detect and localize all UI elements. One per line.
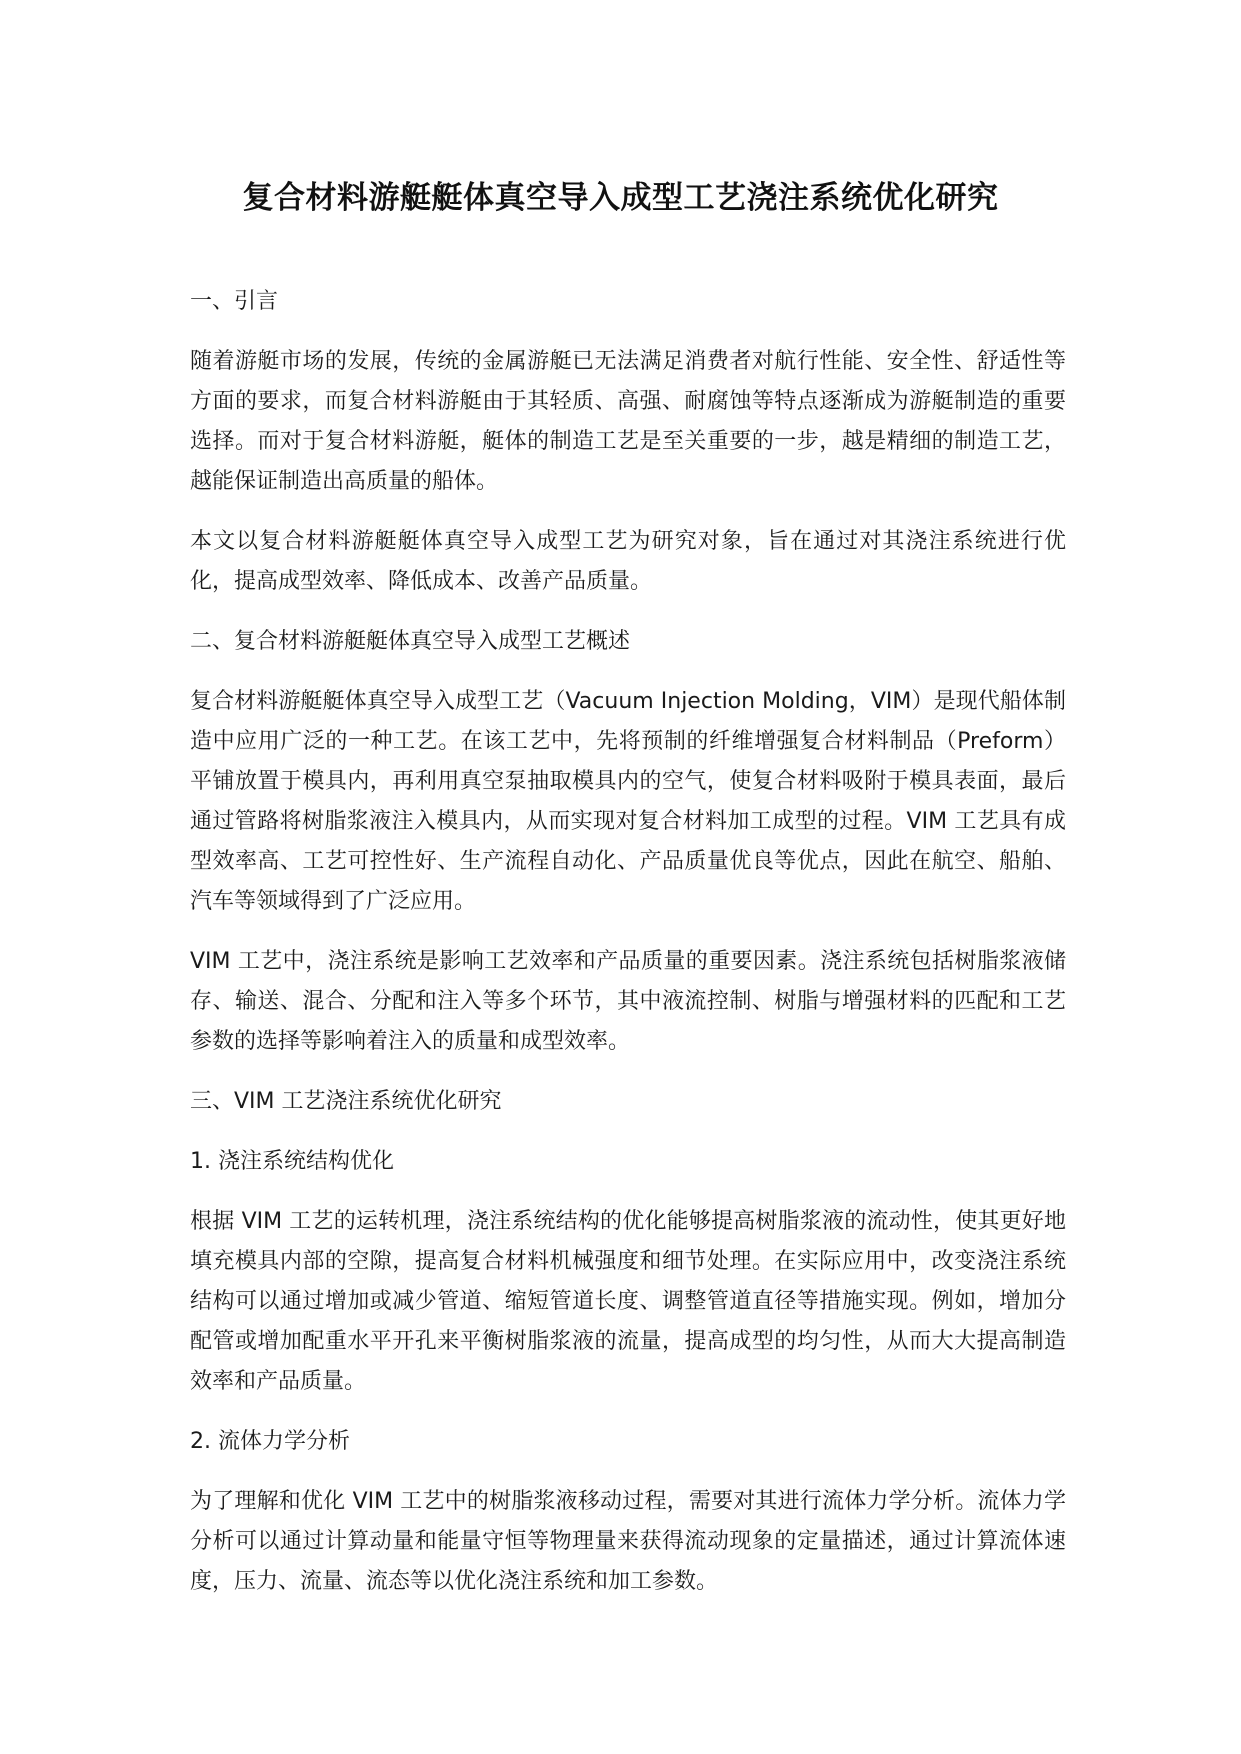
subsection-heading-fluid: 2. 流体力学分析: [190, 1429, 350, 1454]
paragraph: 复合材料游艇艇体真空导入成型工艺（Vacuum Injection Molding，VIM）是现代船体制造中应用广泛的一种工艺。在该工艺中，先将预制的纤维增强复合材料制品（Preform）平铺放置于模具内，再利用真空泵抽取模具内的空气，使复合材料吸附于模具表面，最后通过管路将树脂浆液注入模具内，从而实现对复合材料加工成型的过程。VIM 工艺具有成型效率高、工艺可控性好、生产流程自动化、产品质量优良等优点，因此在航空、船舶、汽车等领域得到了广泛应用。: [190, 689, 1066, 914]
section-heading-overview: 二、复合材料游艇艇体真空导入成型工艺概述: [190, 629, 631, 654]
paragraph: VIM 工艺中，浇注系统是影响工艺效率和产品质量的重要因素。浇注系统包括树脂浆液储存、输送、混合、分配和注入等多个环节，其中液流控制、树脂与增强材料的匹配和工艺参数的选择等影响着注入的质量和成型效率。: [190, 949, 1066, 1054]
section-heading-optimization: 三、VIM 工艺浇注系统优化研究: [190, 1089, 502, 1114]
document-body: [190, 282, 1066, 1622]
paragraph: 根据 VIM 工艺的运转机理，浇注系统结构的优化能够提高树脂浆液的流动性，使其更好地填充模具内部的空隙，提高复合材料机械强度和细节处理。在实际应用中，改变浇注系统结构可以通过增加或减少管道、缩短管道长度、调整管道直径等措施实现。例如，增加分配管或增加配重水平开孔来平衡树脂浆液的流量，提高成型的均匀性，从而大大提高制造效率和产品质量。: [190, 1209, 1066, 1394]
document-title: 复合材料游艇艇体真空导入成型工艺浇注系统优化研究: [242, 180, 999, 216]
paragraph: 随着游艇市场的发展，传统的金属游艇已无法满足消费者对航行性能、安全性、舒适性等方面的要求，而复合材料游艇由于其轻质、高强、耐腐蚀等特点逐渐成为游艇制造的重要选择。而对于复合材料游艇，艇体的制造工艺是至关重要的一步，越是精细的制造工艺，越能保证制造出高质量的船体。: [190, 349, 1066, 494]
paragraph: 本文以复合材料游艇艇体真空导入成型工艺为研究对象，旨在通过对其浇注系统进行优化，提高成型效率、降低成本、改善产品质量。: [190, 529, 1066, 594]
section-heading-intro: 一、引言: [190, 289, 279, 314]
subsection-heading-structure: 1. 浇注系统结构优化: [190, 1149, 394, 1174]
paragraph: 为了理解和优化 VIM 工艺中的树脂浆液移动过程，需要对其进行流体力学分析。流体力学分析可以通过计算动量和能量守恒等物理量来获得流动现象的定量描述，通过计算流体速度，压力、流量、流态等以优化浇注系统和加工参数。: [190, 1489, 1066, 1594]
